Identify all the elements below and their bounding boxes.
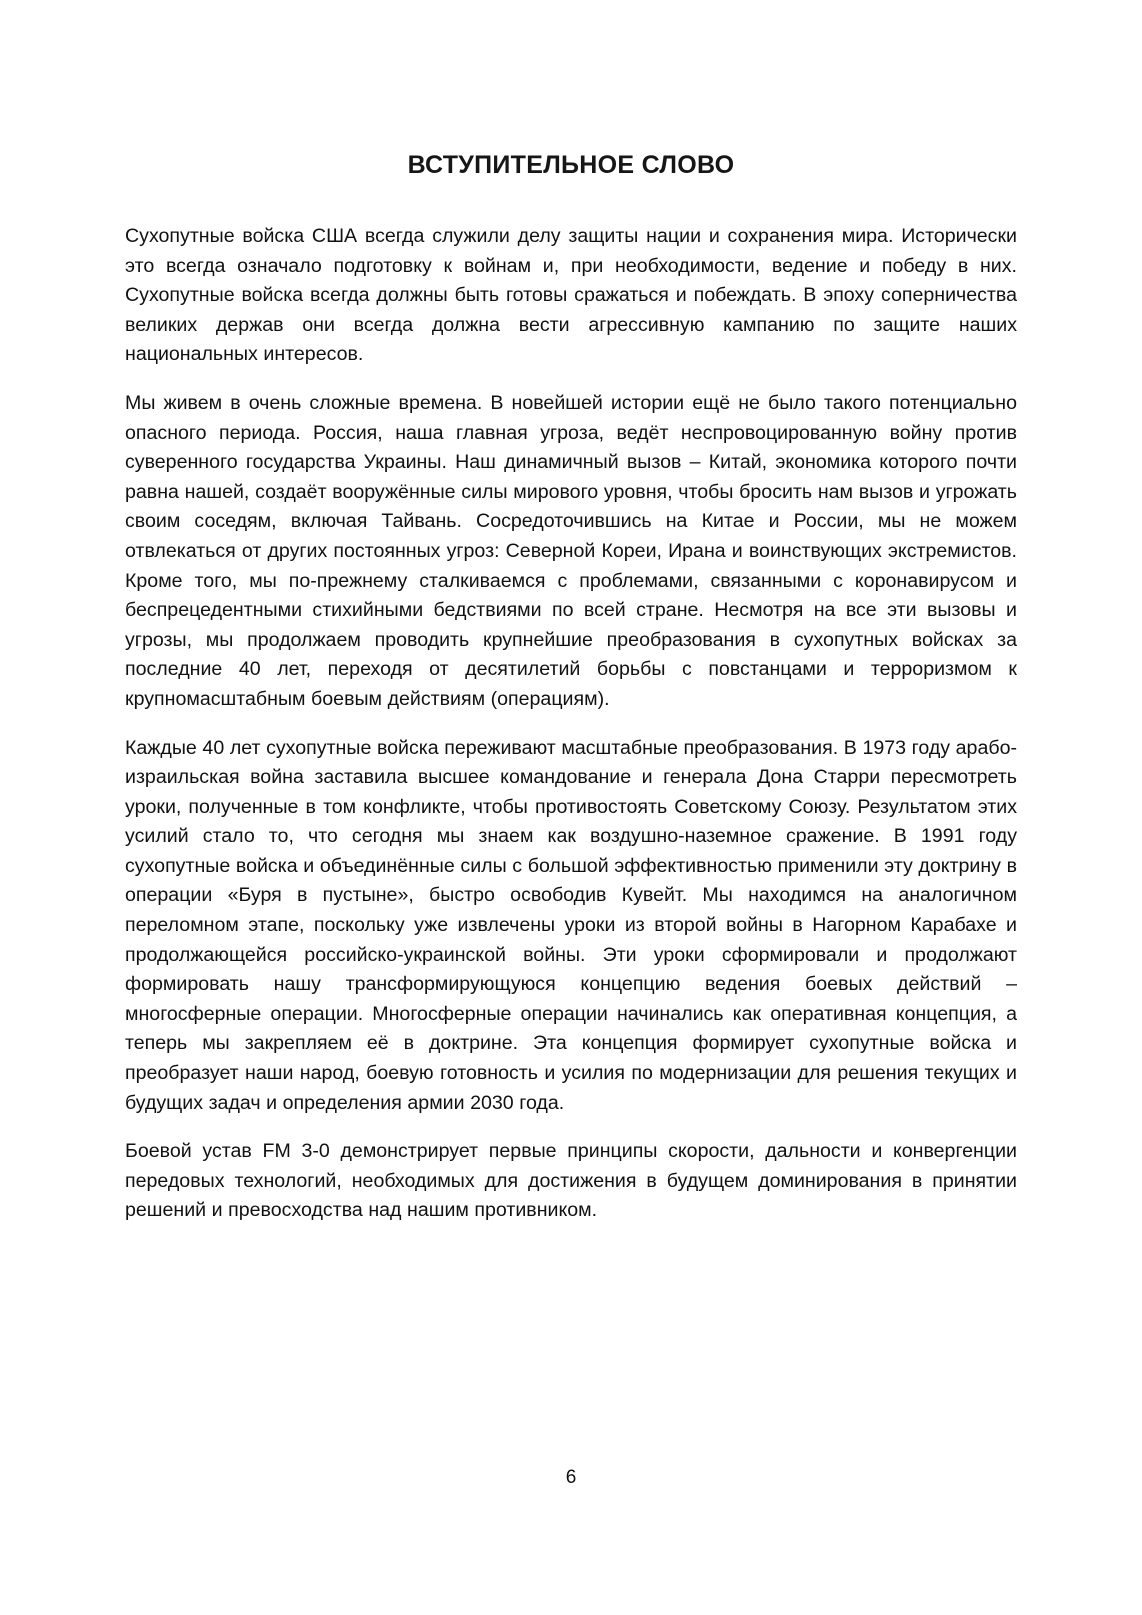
body-paragraph-4: Боевой устав FM 3-0 демонстрирует первые принципы скорости, дальности и конвергенции передовых технологий, необходимых для достижения в будущем доминирования в принятии решений и превосходства над нашим противником. bbox=[125, 1140, 1017, 1222]
page-content bbox=[125, 150, 1017, 1226]
body-paragraph-2: Мы живем в очень сложные времена. В новейшей истории ещё не было такого потенциально опасного периода. Россия, наша главная угроза, ведёт неспровоцированную войну против суверенного государства Украины. Наш динамичный вызов – Китай, экономика которого почти равна нашей, создаёт вооружённые силы мирового уровня, чтобы бросить нам вызов и угрожать своим соседям, включая Тайвань. Сосредоточившись на Китае и России, мы не можем отвлекаться от других постоянных угроз: Северной Кореи, Ирана и воинствующих экстремистов. Кроме того, мы по-прежнему сталкиваемся с проблемами, связанными с коронавирусом и беспрецедентными стихийными бедствиями по всей стране. Несмотря на все эти вызовы и угрозы, мы продолжаем проводить крупнейшие преобразования в сухопутных войсках за последние 40 лет, переходя от десятилетий борьбы с повстанцами и терроризмом к крупномасштабным боевым действиям (операциям). bbox=[125, 391, 1017, 710]
page-title: ВСТУПИТЕЛЬНОЕ СЛОВО bbox=[407, 151, 735, 179]
page-number: 6 bbox=[565, 1467, 577, 1488]
body-paragraph-1: Сухопутные войска США всегда служили делу защиты нации и сохранения мира. Исторически это всегда означало подготовку к войнам и, при необходимости, ведение и победу в них. Сухопутные войска всегда должны быть готовы сражаться и побеждать. В эпоху соперничества великих держав они всегда должна вести агрессивную кампанию по защите наших национальных интересов. bbox=[125, 225, 1017, 366]
body-paragraph-3: Каждые 40 лет сухопутные войска переживают масштабные преобразования. В 1973 году арабо-израильская война заставила высшее командование и генерала Дона Старри пересмотреть уроки, полученные в том конфликте, чтобы противостоять Советскому Союзу. Результатом этих усилий стало то, что сегодня мы знаем как воздушно-наземное сражение. В 1991 году сухопутные войска и объединённые силы с большой эффективностью применили эту доктрину в операции «Буря в пустыне», быстро освободив Кувейт. Мы находимся на аналогичном переломном этапе, поскольку уже извлечены уроки из второй войны в Нагорном Карабахе и продолжающейся российско-украинской войны. Эти уроки сформировали и продолжают формировать нашу трансформирующуюся концепцию ведения боевых действий – многосферные операции. Многосферные операции начинались как оперативная концепция, а теперь мы закрепляем её в доктрине. Эта концепция формирует сухопутные войска и преобразует наши народ, боевую готовность и усилия по модернизации для решения текущих и будущих задач и определения армии 2030 года. bbox=[125, 736, 1017, 1114]
